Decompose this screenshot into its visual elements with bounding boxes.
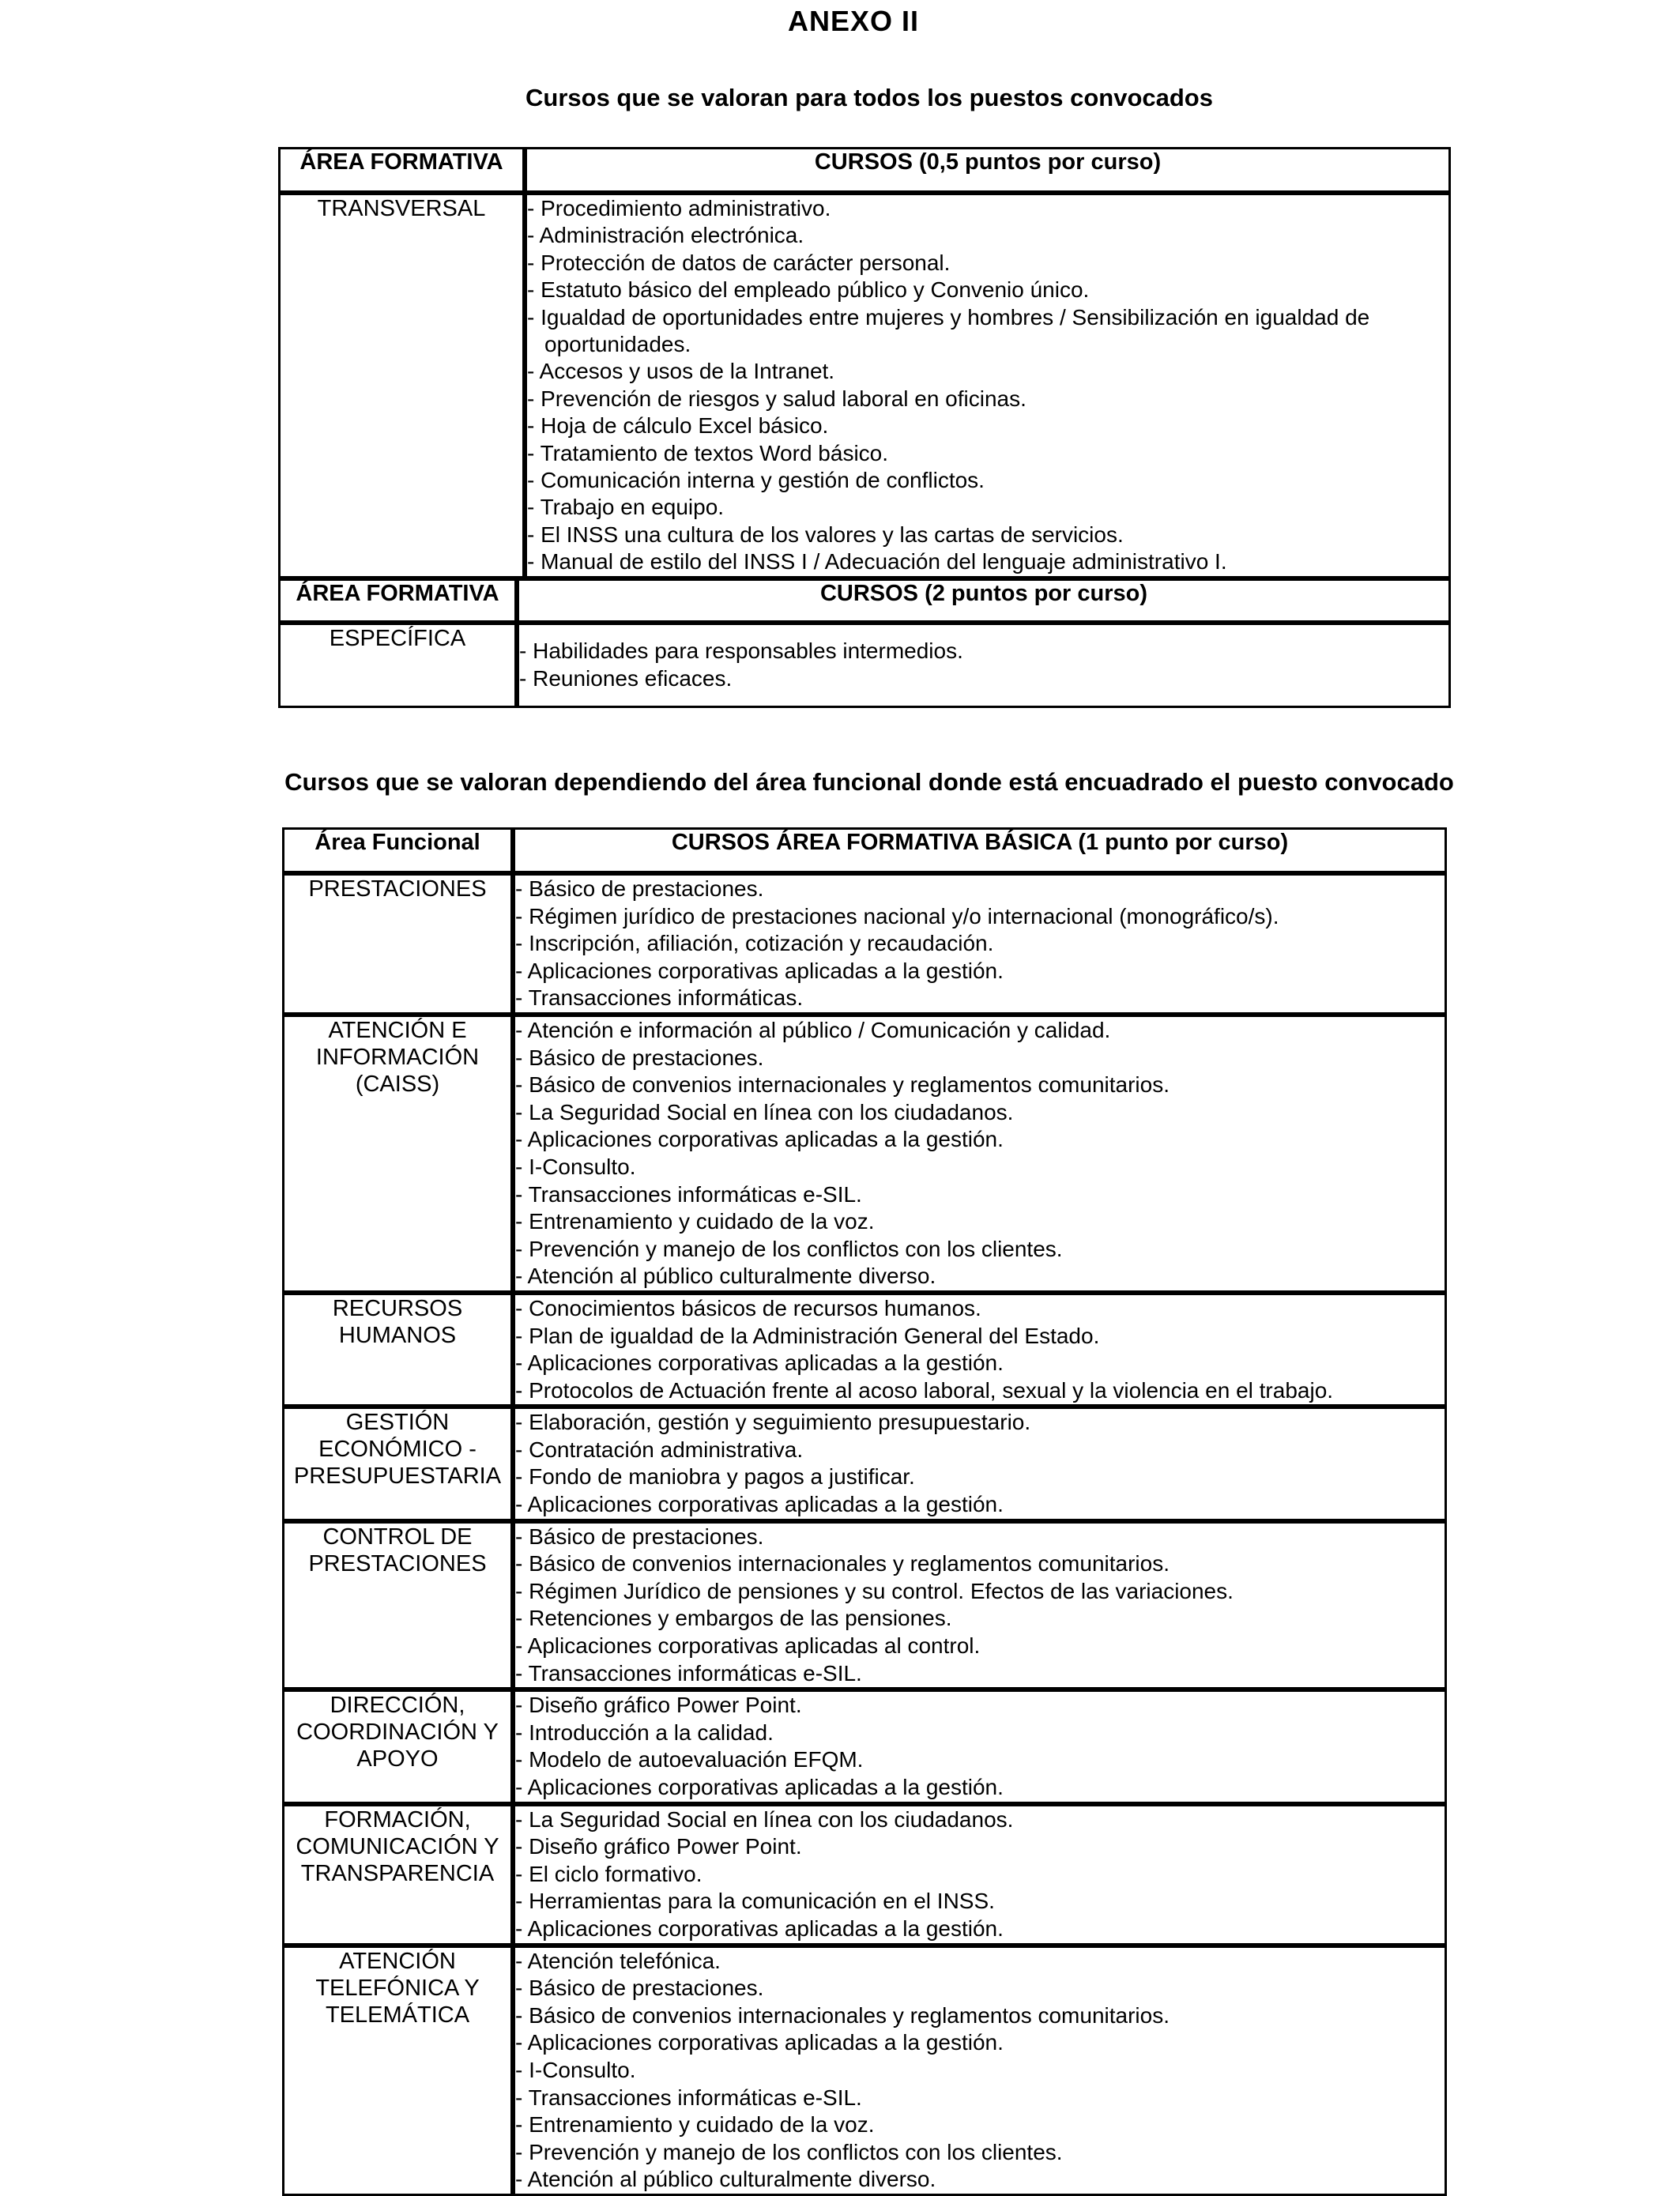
course-list	[515, 1806, 1445, 1943]
area-line: PRESUPUESTARIA	[293, 1463, 502, 1490]
course-item: - Comunicación interna y gestión de conflictos.	[527, 468, 985, 493]
course-item: - Régimen Jurídico de pensiones y su control. Efectos de las variaciones.	[515, 1578, 1234, 1603]
course-list	[515, 876, 1445, 1012]
course-item: - Introducción a la calidad.	[515, 1720, 774, 1745]
courses-cell	[517, 623, 1451, 708]
course-item: - Fondo de maniobra y pagos a justificar.	[515, 1464, 915, 1490]
area-line: APOYO	[356, 1746, 439, 1772]
course-item: - I-Consulto.	[515, 1154, 636, 1179]
course-item: - La Seguridad Social en línea con los ciudadanos.	[515, 1806, 1014, 1832]
course-item: - Manual de estilo del INSS I / Adecuación del lenguaje administrativo I.	[527, 549, 1227, 574]
table-row	[282, 1015, 1447, 1293]
section-2-title: Cursos que se valoran dependiendo del área funcional donde está encuadrado el puesto convocado	[284, 768, 1454, 796]
area-line: COORDINACIÓN Y	[296, 1720, 499, 1746]
course-item: - Aplicaciones corporativas aplicadas a la gestión.	[515, 2030, 1004, 2055]
course-list	[527, 195, 1448, 576]
course-item: - Conocimientos básicos de recursos humanos.	[515, 1295, 981, 1320]
course-item: - Trabajo en equipo.	[527, 495, 725, 520]
especifica-courses-table	[278, 578, 1451, 708]
courses-cell	[513, 1293, 1447, 1407]
area-line: GESTIÓN	[345, 1410, 450, 1436]
area-line: TRANSPARENCIA	[300, 1860, 495, 1886]
course-item: - El INSS una cultura de los valores y las cartas de servicios.	[527, 522, 1124, 547]
course-item: - Igualdad de oportunidades entre mujeres y hombres / Sensibilización en igualdad de oportunidades.	[527, 304, 1370, 357]
header-courses: CURSOS ÁREA FORMATIVA BÁSICA (1 punto por curso)	[513, 827, 1447, 873]
course-item: - Protección de datos de carácter personal.	[527, 250, 951, 275]
table-row	[282, 1293, 1447, 1407]
course-item: - Diseño gráfico Power Point.	[515, 1834, 802, 1859]
course-item: - Modelo de autoevaluación EFQM.	[515, 1747, 864, 1772]
courses-cell	[513, 1521, 1447, 1690]
page-title: ANEXO II	[787, 5, 920, 37]
area-cell	[282, 1407, 513, 1520]
course-item: - Administración electrónica.	[527, 223, 804, 248]
course-item: - Atención telefónica.	[515, 1948, 721, 1973]
course-item: - Hoja de cálculo Excel básico.	[527, 413, 829, 439]
courses-cell	[513, 1015, 1447, 1293]
course-item: - Básico de convenios internacionales y reglamentos comunitarios.	[515, 1072, 1170, 1098]
area-line: PRESTACIONES	[308, 876, 487, 902]
course-item: - Protocolos de Actuación frente al acoso laboral, sexual y la violencia en el trabajo.	[515, 1377, 1334, 1403]
transversal-courses-table	[278, 147, 1451, 578]
course-item: - Básico de prestaciones.	[515, 1976, 764, 2001]
course-item: - Tratamiento de textos Word básico.	[527, 440, 889, 465]
area-cell	[282, 1521, 513, 1690]
course-item: - Elaboración, gestión y seguimiento presupuestario.	[515, 1410, 1031, 1435]
course-item: - Básico de prestaciones.	[515, 876, 764, 901]
course-list	[515, 1409, 1445, 1518]
course-item: - Aplicaciones corporativas aplicadas a la gestión.	[515, 1127, 1004, 1152]
table-row	[282, 1689, 1447, 1803]
course-item: - La Seguridad Social en línea con los ciudadanos.	[515, 1099, 1014, 1124]
course-item: - Aplicaciones corporativas aplicadas a la gestión.	[515, 1915, 1004, 1941]
course-item: - Prevención de riesgos y salud laboral en oficinas.	[527, 386, 1026, 411]
area-line: HUMANOS	[338, 1322, 457, 1348]
header-area: ÁREA FORMATIVA	[278, 578, 517, 623]
course-item: - Transacciones informáticas.	[515, 985, 804, 1011]
course-item: - El ciclo formativo.	[515, 1861, 703, 1886]
area-line: TELEMÁTICA	[325, 2002, 470, 2028]
header-area: ÁREA FORMATIVA	[278, 147, 525, 193]
area-cell	[282, 873, 513, 1015]
course-list	[515, 1692, 1445, 1801]
courses-cell	[513, 1689, 1447, 1803]
course-item: - Entrenamiento y cuidado de la voz.	[515, 1209, 875, 1234]
course-item: - Básico de convenios internacionales y reglamentos comunitarios.	[515, 2002, 1170, 2028]
area-line: INFORMACIÓN	[315, 1044, 480, 1070]
course-item: - Aplicaciones corporativas aplicadas a la gestión.	[515, 958, 1004, 983]
course-item: - Herramientas para la comunicación en el INSS.	[515, 1889, 995, 1914]
course-item: - Básico de prestaciones.	[515, 1045, 764, 1070]
course-item: - Atención e información al público / Comunicación y calidad.	[515, 1017, 1111, 1042]
area-line: (CAISS)	[355, 1071, 440, 1097]
courses-cell	[513, 1946, 1447, 2196]
course-list	[519, 638, 1448, 692]
course-item: - Aplicaciones corporativas aplicadas a la gestión.	[515, 1350, 1004, 1376]
header-courses: CURSOS (2 puntos por curso)	[517, 578, 1451, 623]
area-line: DIRECCIÓN,	[330, 1693, 465, 1719]
table-row	[282, 1407, 1447, 1520]
course-item: - Básico de convenios internacionales y reglamentos comunitarios.	[515, 1551, 1170, 1576]
area-line: TELEFÓNICA Y	[315, 1975, 480, 2001]
course-item: - Reuniones eficaces.	[519, 666, 733, 691]
table-header-row	[278, 147, 1451, 193]
table-row	[282, 1804, 1447, 1946]
course-item: - Accesos y usos de la Intranet.	[527, 359, 835, 384]
header-courses: CURSOS (0,5 puntos por curso)	[525, 147, 1451, 193]
area-line: CONTROL DE	[322, 1524, 473, 1550]
area-line: PRESTACIONES	[308, 1550, 487, 1576]
course-list	[515, 1017, 1445, 1290]
courses-cell	[525, 193, 1451, 578]
course-item: - Plan de igualdad de la Administración General del Estado.	[515, 1323, 1100, 1348]
course-item: - Inscripción, afiliación, cotización y recaudación.	[515, 931, 994, 956]
table-row	[278, 623, 1451, 708]
course-item: - Transacciones informáticas e-SIL.	[515, 2085, 862, 2110]
area-line: COMUNICACIÓN Y	[296, 1833, 499, 1859]
table-header-row	[278, 578, 1451, 623]
course-item: - Entrenamiento y cuidado de la voz.	[515, 2112, 875, 2138]
area-cell: TRANSVERSAL	[278, 193, 525, 578]
area-cell	[282, 1689, 513, 1803]
course-list	[515, 1524, 1445, 1688]
course-list	[515, 1295, 1445, 1404]
area-line: ATENCIÓN E	[328, 1017, 467, 1043]
course-item: - Transacciones informáticas e-SIL.	[515, 1660, 862, 1686]
area-line: ATENCIÓN	[339, 1948, 456, 1974]
course-item: - Retenciones y embargos de las pensiones.	[515, 1606, 952, 1631]
course-item: - Habilidades para responsables intermedios.	[519, 638, 963, 664]
course-item: - Contratación administrativa.	[515, 1437, 804, 1462]
courses-cell	[513, 873, 1447, 1015]
course-item: - Estatuto básico del empleado público y Convenio único.	[527, 277, 1090, 303]
area-line: ECONÓMICO -	[318, 1437, 477, 1463]
area-line: FORMACIÓN,	[324, 1806, 471, 1833]
course-item: - Atención al público culturalmente diverso.	[515, 2167, 936, 2192]
course-item: - Básico de prestaciones.	[515, 1524, 764, 1549]
table-row	[278, 193, 1451, 578]
course-item: - I-Consulto.	[515, 2057, 636, 2082]
course-item: - Aplicaciones corporativas aplicadas al control.	[515, 1633, 981, 1659]
area-line: RECURSOS	[332, 1295, 463, 1321]
area-cell: ESPECÍFICA	[278, 623, 517, 708]
course-item: - Aplicaciones corporativas aplicadas a la gestión.	[515, 1775, 1004, 1799]
table-header-row	[282, 827, 1447, 873]
course-item: - Procedimiento administrativo.	[527, 196, 831, 220]
area-cell	[282, 1293, 513, 1407]
area-cell	[282, 1015, 513, 1293]
area-cell	[282, 1804, 513, 1946]
functional-area-courses-table	[282, 827, 1447, 2196]
course-item: - Régimen jurídico de prestaciones nacional y/o internacional (monográfico/s).	[515, 903, 1279, 928]
section-1-title: Cursos que se valoran para todos los puestos convocados	[525, 84, 1213, 111]
courses-cell	[513, 1804, 1447, 1946]
course-item: - Prevención y manejo de los conflictos con los clientes.	[515, 2139, 1063, 2164]
course-item: - Aplicaciones corporativas aplicadas a la gestión.	[515, 1492, 1004, 1517]
course-item: - Transacciones informáticas e-SIL.	[515, 1181, 862, 1207]
header-area: Área Funcional	[282, 827, 513, 873]
table-row	[282, 873, 1447, 1015]
area-cell	[282, 1946, 513, 2196]
course-item: - Prevención y manejo de los conflictos con los clientes.	[515, 1236, 1063, 1261]
table-row	[282, 1521, 1447, 1690]
course-list	[515, 1948, 1445, 2194]
course-item: - Atención al público culturalmente diverso.	[515, 1264, 936, 1289]
courses-cell	[513, 1407, 1447, 1520]
course-item: - Diseño gráfico Power Point.	[515, 1693, 802, 1718]
table-row	[282, 1946, 1447, 2196]
